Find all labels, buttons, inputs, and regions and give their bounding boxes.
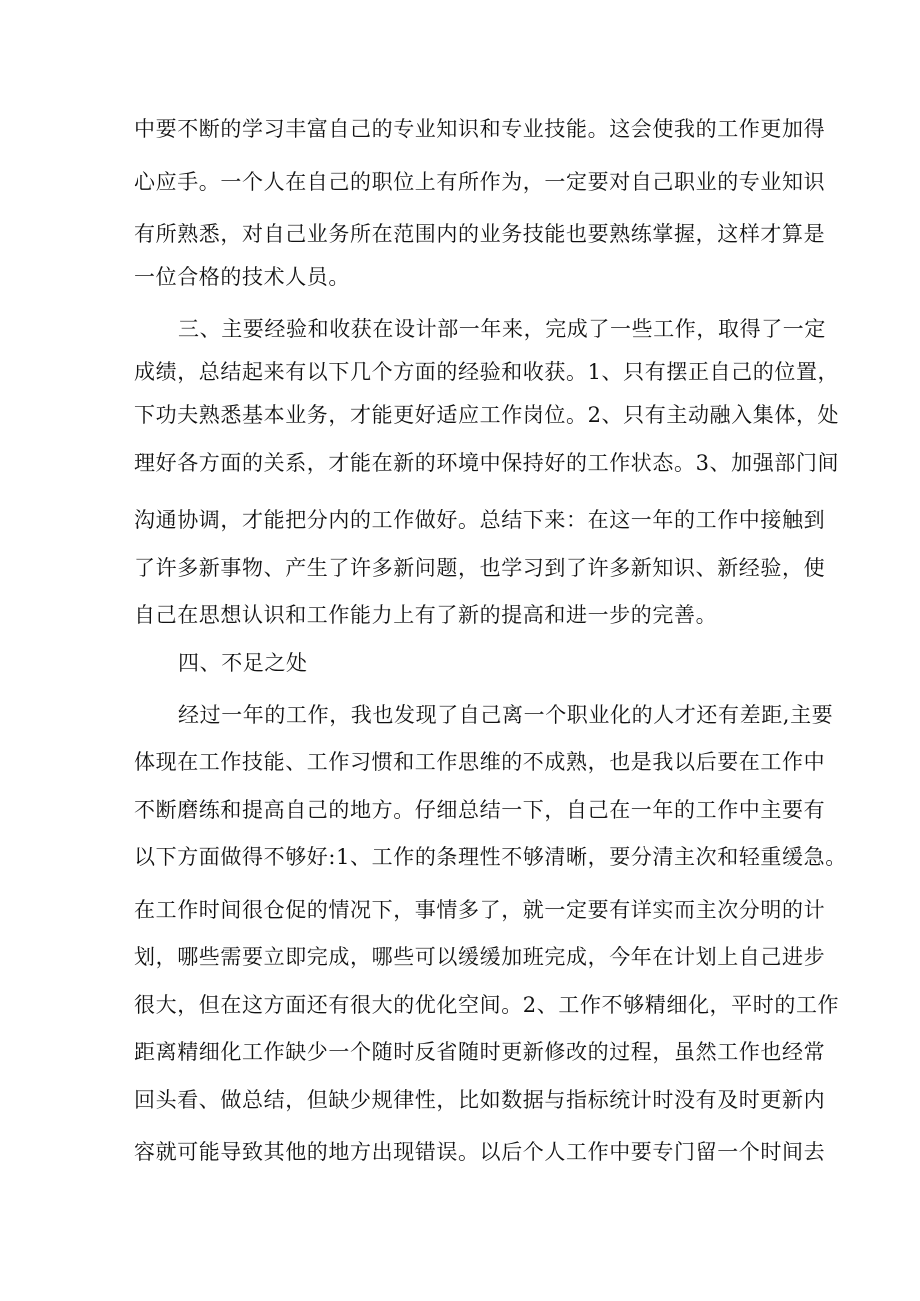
paragraph-2-line-1: 三、主要经验和收获在设计部一年来，完成了一些工作，取得了一定 [178,317,826,341]
paragraph-1-line-2: 心应手。一个人在自己的职位上有所作为，一定要对自己职业的专业知识 [134,170,826,194]
paragraph-4-line-10: 容就可能导致其他的地方出现错误。以后个人工作中要专门留一个时间去 [134,1140,826,1164]
paragraph-4-line-9: 回头看、做总结，但缺少规律性，比如数据与指标统计时没有及时更新内 [134,1088,826,1112]
paragraph-1-line-4: 一位合格的技术人员。 [134,265,350,289]
paragraph-4-line-7: 很大，但在这方面还有很大的优化空间。2、工作不够精细化，平时的工作 [134,993,840,1017]
paragraph-2-line-6: 了许多新事物、产生了许多新问题，也学习到了许多新知识、新经验，使 [134,556,826,580]
paragraph-4-line-4: 以下方面做得不够好:1、工作的条理性不够清晰，要分清主次和轻重缓急。 [134,845,847,869]
paragraph-2-line-4: 理好各方面的关系，才能在新的环境中保持好的工作状态。3、加强部门间 [134,451,840,475]
paragraph-4-line-6: 划，哪些需要立即完成，哪些可以缓缓加班完成，今年在计划上自己进步 [134,945,826,969]
paragraph-2-line-5: 沟通协调，才能把分内的工作做好。总结下来：在这一年的工作中接触到 [134,508,826,532]
paragraph-4-line-5: 在工作时间很仓促的情况下，事情多了，就一定要有详实而主次分明的计 [134,898,826,922]
paragraph-4-line-8: 距离精细化工作缺少一个随时反省随时更新修改的过程，虽然工作也经常 [134,1040,826,1064]
paragraph-2-line-7: 自己在思想认识和工作能力上有了新的提高和进一步的完善。 [134,603,718,627]
section-heading: 四、不足之处 [178,651,308,675]
paragraph-4-line-3: 不断磨练和提高自己的地方。仔细总结一下，自己在一年的工作中主要有 [134,798,826,822]
paragraph-2-line-3: 下功夫熟悉基本业务，才能更好适应工作岗位。2、只有主动融入集体，处 [134,403,840,427]
paragraph-4-line-1: 经过一年的工作，我也发现了自己离一个职业化的人才还有差距,主要 [178,703,834,727]
paragraph-1-line-1: 中要不断的学习丰富自己的专业知识和专业技能。这会使我的工作更加得 [134,117,826,141]
paragraph-4-line-2: 体现在工作技能、工作习惯和工作思维的不成熟，也是我以后要在工作中 [134,750,826,774]
paragraph-2-line-2: 成绩，总结起来有以下几个方面的经验和收获。1、只有摆正自己的位置， [134,360,840,384]
paragraph-1-line-3: 有所熟悉，对自己业务所在范围内的业务技能也要熟练掌握，这样才算是 [134,222,826,246]
